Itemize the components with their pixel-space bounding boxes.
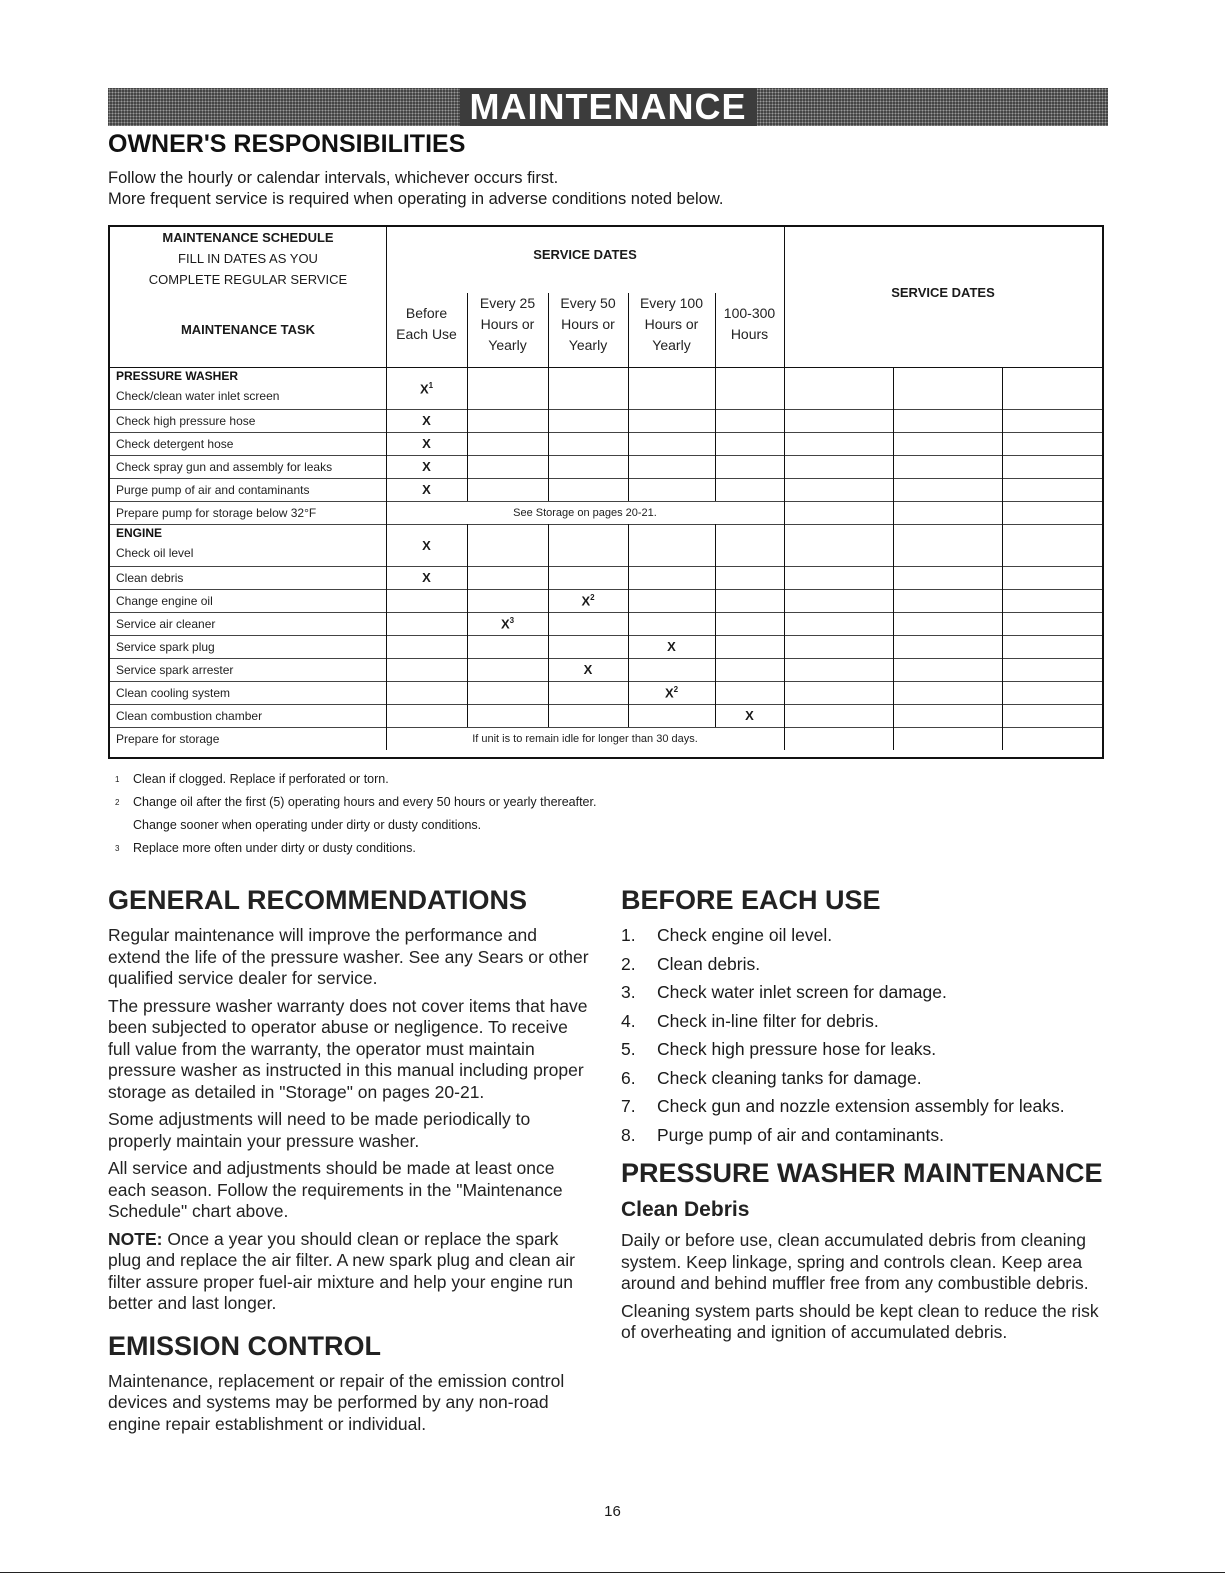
table-divider bbox=[715, 566, 716, 589]
table-divider bbox=[715, 367, 716, 409]
table-row bbox=[110, 478, 1102, 501]
footnote-ref: 2 bbox=[590, 593, 595, 602]
column-header-line: Every 50 bbox=[560, 295, 616, 311]
owners-intro bbox=[108, 168, 723, 210]
left-column bbox=[108, 883, 593, 1441]
table-divider bbox=[893, 501, 894, 524]
table-divider bbox=[467, 367, 468, 409]
table-row bbox=[110, 409, 1102, 432]
interval-mark: X bbox=[422, 482, 431, 497]
table-divider bbox=[893, 478, 894, 501]
interval-mark: $X^1$ bbox=[419, 380, 434, 396]
table-row bbox=[110, 727, 1102, 750]
task-label: Prepare pump for storage below 32°F bbox=[116, 505, 317, 520]
table-divider bbox=[715, 681, 716, 704]
task-label: Clean combustion chamber bbox=[116, 708, 263, 723]
table-divider bbox=[628, 524, 629, 566]
table-divider bbox=[467, 409, 468, 432]
table-divider bbox=[386, 227, 387, 367]
section-label: ENGINE bbox=[116, 526, 163, 540]
table-divider bbox=[628, 293, 629, 367]
column-header-line: Every 25 bbox=[479, 295, 536, 311]
table-divider bbox=[784, 704, 785, 727]
table-divider bbox=[893, 455, 894, 478]
table-divider bbox=[467, 681, 468, 704]
table-divider bbox=[628, 589, 629, 612]
table-divider bbox=[1002, 704, 1003, 727]
table-divider bbox=[1002, 635, 1003, 658]
interval-mark: X bbox=[667, 639, 676, 654]
interval-mark: $X^3$ bbox=[500, 616, 515, 632]
maintenance-banner bbox=[108, 88, 1108, 126]
row-note: See Storage on pages 20-21. bbox=[513, 506, 657, 519]
list-item: 3. Check water inlet screen for damage. bbox=[621, 982, 947, 1002]
interval-mark: X bbox=[422, 537, 431, 553]
table-divider bbox=[784, 432, 785, 455]
intro-line: More frequent service is required when operating in adverse conditions noted below. bbox=[108, 190, 724, 208]
table-divider bbox=[784, 681, 785, 704]
before-each-use-list bbox=[621, 925, 1106, 1146]
task-column-header: MAINTENANCE TASK bbox=[180, 322, 316, 337]
task-label: Prepare for storage bbox=[116, 731, 220, 746]
table-divider bbox=[548, 478, 549, 501]
task-label: Check detergent hose bbox=[116, 436, 234, 451]
table-divider bbox=[548, 524, 549, 566]
table-divider bbox=[893, 681, 894, 704]
table-divider bbox=[1002, 409, 1003, 432]
service-dates-header: SERVICE DATES bbox=[891, 285, 995, 300]
list-item: 5. Check high pressure hose for leaks. bbox=[621, 1039, 937, 1059]
table-row bbox=[110, 455, 1102, 478]
general-recommendations-title: GENERAL RECOMMENDATIONS bbox=[108, 885, 528, 915]
footnote: Change sooner when operating under dirty or dusty conditions. bbox=[133, 818, 482, 832]
table-divider bbox=[1002, 566, 1003, 589]
schedule-subtitle: COMPLETE REGULAR SERVICE bbox=[148, 272, 348, 287]
list-item: 2. Clean debris. bbox=[621, 953, 761, 974]
table-divider bbox=[784, 455, 785, 478]
note-label: NOTE: bbox=[108, 1228, 163, 1249]
table-divider bbox=[893, 367, 894, 409]
column-header bbox=[386, 303, 467, 345]
table-divider bbox=[893, 409, 894, 432]
table-divider bbox=[467, 635, 468, 658]
table-divider bbox=[548, 293, 549, 367]
interval-mark: $X^2$ bbox=[581, 593, 595, 609]
banner-title: MAINTENANCE bbox=[460, 88, 757, 126]
table-divider bbox=[548, 635, 549, 658]
column-header bbox=[548, 293, 628, 356]
paragraph: Some adjustments will need to be made periodically to properly maintain your pressure washer. bbox=[108, 1109, 531, 1151]
schedule-title: MAINTENANCE SCHEDULE bbox=[162, 230, 334, 245]
column-header-line: Every 100 bbox=[639, 295, 704, 311]
footnote-ref: 1 bbox=[428, 380, 434, 390]
paragraph: The pressure washer warranty does not cover items that have been subjected to operator abuse or negligence. To receive full value from the warranty, the operator must maintain pressure washer as instructed in this manual including proper storage as detailed in "Storage" on pages 20-21. bbox=[108, 995, 588, 1102]
column-header-line: Hours or bbox=[480, 316, 535, 332]
task-label: Check high pressure hose bbox=[116, 413, 256, 428]
column-header-line: Yearly bbox=[568, 337, 608, 353]
task-label: Purge pump of air and contaminants bbox=[116, 482, 310, 497]
table-divider bbox=[628, 455, 629, 478]
task-label: Clean cooling system bbox=[116, 685, 231, 700]
owners-responsibilities-title: OWNER'S RESPONSIBILITIES bbox=[108, 130, 466, 158]
list-item: 4. Check in-line filter for debris. bbox=[621, 1010, 879, 1031]
table-divider bbox=[893, 635, 894, 658]
column-header-line: Hours or bbox=[644, 316, 699, 332]
table-divider bbox=[784, 727, 785, 750]
table-divider bbox=[715, 478, 716, 501]
page-number: 16 bbox=[604, 1503, 621, 1520]
table-row bbox=[110, 658, 1102, 681]
table-divider bbox=[548, 681, 549, 704]
table-divider bbox=[386, 658, 387, 681]
list-item: 7. Check gun and nozzle extension assembly for leaks. bbox=[621, 1096, 1065, 1116]
table-divider bbox=[548, 566, 549, 589]
task-label: Service air cleaner bbox=[116, 616, 216, 631]
table-divider bbox=[784, 409, 785, 432]
section-label: PRESSURE WASHER bbox=[116, 369, 239, 383]
table-divider bbox=[628, 612, 629, 635]
column-header-line: Hours bbox=[730, 326, 769, 342]
page-edge-line bbox=[0, 1572, 1225, 1573]
table-divider bbox=[467, 589, 468, 612]
schedule-subtitle: FILL IN DATES AS YOU bbox=[178, 251, 318, 266]
table-divider bbox=[548, 704, 549, 727]
table-divider bbox=[784, 658, 785, 681]
interval-mark: X bbox=[422, 459, 431, 474]
service-dates-header: SERVICE DATES bbox=[533, 247, 637, 262]
table-divider bbox=[467, 432, 468, 455]
interval-mark: X bbox=[422, 413, 431, 428]
right-column bbox=[621, 883, 1106, 1350]
table-divider bbox=[893, 589, 894, 612]
table-divider bbox=[784, 635, 785, 658]
table-divider bbox=[715, 293, 716, 367]
column-header bbox=[715, 303, 784, 345]
table-divider bbox=[386, 589, 387, 612]
table-divider bbox=[715, 409, 716, 432]
table-divider bbox=[784, 367, 785, 409]
table-divider bbox=[628, 566, 629, 589]
task-label: Clean debris bbox=[116, 570, 184, 585]
task-label: Change engine oil bbox=[116, 593, 213, 608]
table-divider bbox=[1002, 681, 1003, 704]
footnote: 1 Clean if clogged. Replace if perforated or torn. bbox=[115, 772, 389, 786]
list-item: 6. Check cleaning tanks for damage. bbox=[621, 1067, 922, 1088]
paragraph: Daily or before use, clean accumulated debris from cleaning system. Keep linkage, spring and controls clean. Keep area around and behind muffler free from any combustible debris. bbox=[621, 1230, 1089, 1293]
table-divider bbox=[784, 524, 785, 566]
paragraph: Cleaning system parts should be kept clean to reduce the risk of overheating and ignition of accumulated debris. bbox=[621, 1300, 1099, 1342]
table-divider bbox=[467, 566, 468, 589]
table-divider bbox=[467, 524, 468, 566]
column-header-line: Each Use bbox=[396, 326, 457, 342]
table-divider bbox=[893, 658, 894, 681]
table-divider bbox=[893, 566, 894, 589]
table-divider bbox=[548, 455, 549, 478]
table-divider bbox=[386, 704, 387, 727]
table-divider bbox=[467, 293, 468, 367]
task-label: Service spark plug bbox=[116, 639, 215, 654]
interval-mark: X bbox=[745, 708, 754, 723]
table-row bbox=[110, 524, 1102, 566]
column-header bbox=[628, 293, 715, 356]
table-divider bbox=[893, 704, 894, 727]
table-row bbox=[110, 681, 1102, 704]
table-divider bbox=[1002, 478, 1003, 501]
column-header-line: Before bbox=[405, 305, 448, 321]
task-label: Check spray gun and assembly for leaks bbox=[116, 459, 333, 474]
table-divider bbox=[1002, 501, 1003, 524]
table-divider bbox=[1002, 524, 1003, 566]
column-header-line: Yearly bbox=[652, 337, 691, 353]
table-divider bbox=[628, 478, 629, 501]
paragraph: All service and adjustments should be made at least once each season. Follow the requirements in the "Maintenance Schedule" chart above. bbox=[108, 1158, 563, 1221]
table-divider bbox=[467, 455, 468, 478]
table-row bbox=[110, 589, 1102, 612]
table-divider bbox=[548, 409, 549, 432]
table-row bbox=[110, 635, 1102, 658]
pressure-washer-maintenance-title: PRESSURE WASHER MAINTENANCE bbox=[621, 1158, 1103, 1188]
task-label: Check/clean water inlet screen bbox=[116, 389, 280, 403]
table-divider bbox=[784, 501, 785, 524]
table-divider bbox=[715, 612, 716, 635]
column-header-line: Yearly bbox=[488, 337, 527, 353]
table-divider bbox=[893, 727, 894, 750]
table-row bbox=[110, 566, 1102, 589]
interval-mark: X bbox=[422, 436, 431, 451]
table-row bbox=[110, 432, 1102, 455]
table-divider bbox=[1002, 367, 1003, 409]
clean-debris-title: Clean Debris bbox=[621, 1198, 750, 1221]
table-divider bbox=[1002, 658, 1003, 681]
footnote-ref: 2 bbox=[673, 685, 679, 694]
interval-mark: X bbox=[583, 662, 593, 677]
paragraph: Maintenance, replacement or repair of the emission control devices and systems may be performed by any non-road engine repair establishment or individual. bbox=[108, 1370, 565, 1434]
task-label: Check oil level bbox=[116, 546, 194, 560]
table-divider bbox=[715, 658, 716, 681]
table-divider bbox=[386, 681, 387, 704]
table-divider bbox=[628, 409, 629, 432]
table-divider bbox=[386, 612, 387, 635]
table-divider bbox=[893, 612, 894, 635]
intro-line: Follow the hourly or calendar intervals, whichever occurs first. bbox=[108, 169, 559, 187]
table-divider bbox=[1002, 589, 1003, 612]
table-divider bbox=[715, 589, 716, 612]
table-divider bbox=[628, 658, 629, 681]
table-row bbox=[110, 704, 1102, 727]
column-header bbox=[467, 293, 548, 356]
table-divider bbox=[715, 635, 716, 658]
table-divider bbox=[1002, 727, 1003, 750]
column-header-line: 100-300 bbox=[723, 305, 776, 321]
list-item: 8. Purge pump of air and contaminants. bbox=[621, 1124, 944, 1145]
table-divider bbox=[548, 432, 549, 455]
table-divider bbox=[784, 566, 785, 589]
list-item: 1. Check engine oil level. bbox=[621, 925, 833, 945]
footnote: 2 Change oil after the first (5) operating hours and every 50 hours or yearly thereafter. bbox=[115, 795, 597, 809]
table-divider bbox=[628, 432, 629, 455]
table-divider bbox=[893, 524, 894, 566]
table-divider bbox=[386, 635, 387, 658]
table-divider bbox=[715, 524, 716, 566]
interval-mark: X bbox=[422, 570, 431, 585]
table-divider bbox=[548, 367, 549, 409]
table-divider bbox=[784, 589, 785, 612]
table-row bbox=[110, 501, 1102, 524]
table-divider bbox=[715, 455, 716, 478]
paragraph: Regular maintenance will improve the performance and extend the life of the pressure washer. See any Sears or other qualified service dealer for service. bbox=[108, 925, 589, 988]
row-note: If unit is to remain idle for longer than 30 days. bbox=[472, 732, 698, 745]
table-row bbox=[110, 612, 1102, 635]
table-divider bbox=[467, 658, 468, 681]
footnotes bbox=[115, 768, 596, 860]
table-divider bbox=[1002, 612, 1003, 635]
column-header-line: Hours or bbox=[561, 316, 615, 332]
emission-control-title: EMISSION CONTROL bbox=[108, 1330, 382, 1361]
table-divider bbox=[784, 612, 785, 635]
table-divider bbox=[893, 432, 894, 455]
table-divider bbox=[548, 612, 549, 635]
before-each-use-title: BEFORE EACH USE bbox=[621, 885, 881, 915]
note-paragraph: NOTE: Once a year you should clean or replace the spark plug and replace the air filter. A new spark plug and clean air filter assure proper fuel-air mixture and help your engine run better and last longer. bbox=[108, 1228, 575, 1313]
table-divider bbox=[1002, 455, 1003, 478]
table-divider bbox=[467, 704, 468, 727]
table-divider bbox=[467, 478, 468, 501]
interval-mark: $X^2$ bbox=[664, 685, 679, 701]
table-divider bbox=[628, 704, 629, 727]
table-row bbox=[110, 367, 1102, 409]
table-divider bbox=[1002, 432, 1003, 455]
table-divider bbox=[784, 227, 785, 367]
table-divider bbox=[784, 478, 785, 501]
footnote: 3 Replace more often under dirty or dusty conditions. bbox=[115, 841, 416, 855]
table-divider bbox=[715, 432, 716, 455]
task-label: Service spark arrester bbox=[116, 662, 234, 677]
table-divider bbox=[628, 367, 629, 409]
footnote-ref: 3 bbox=[509, 616, 515, 625]
maintenance-schedule-table bbox=[108, 225, 1104, 759]
